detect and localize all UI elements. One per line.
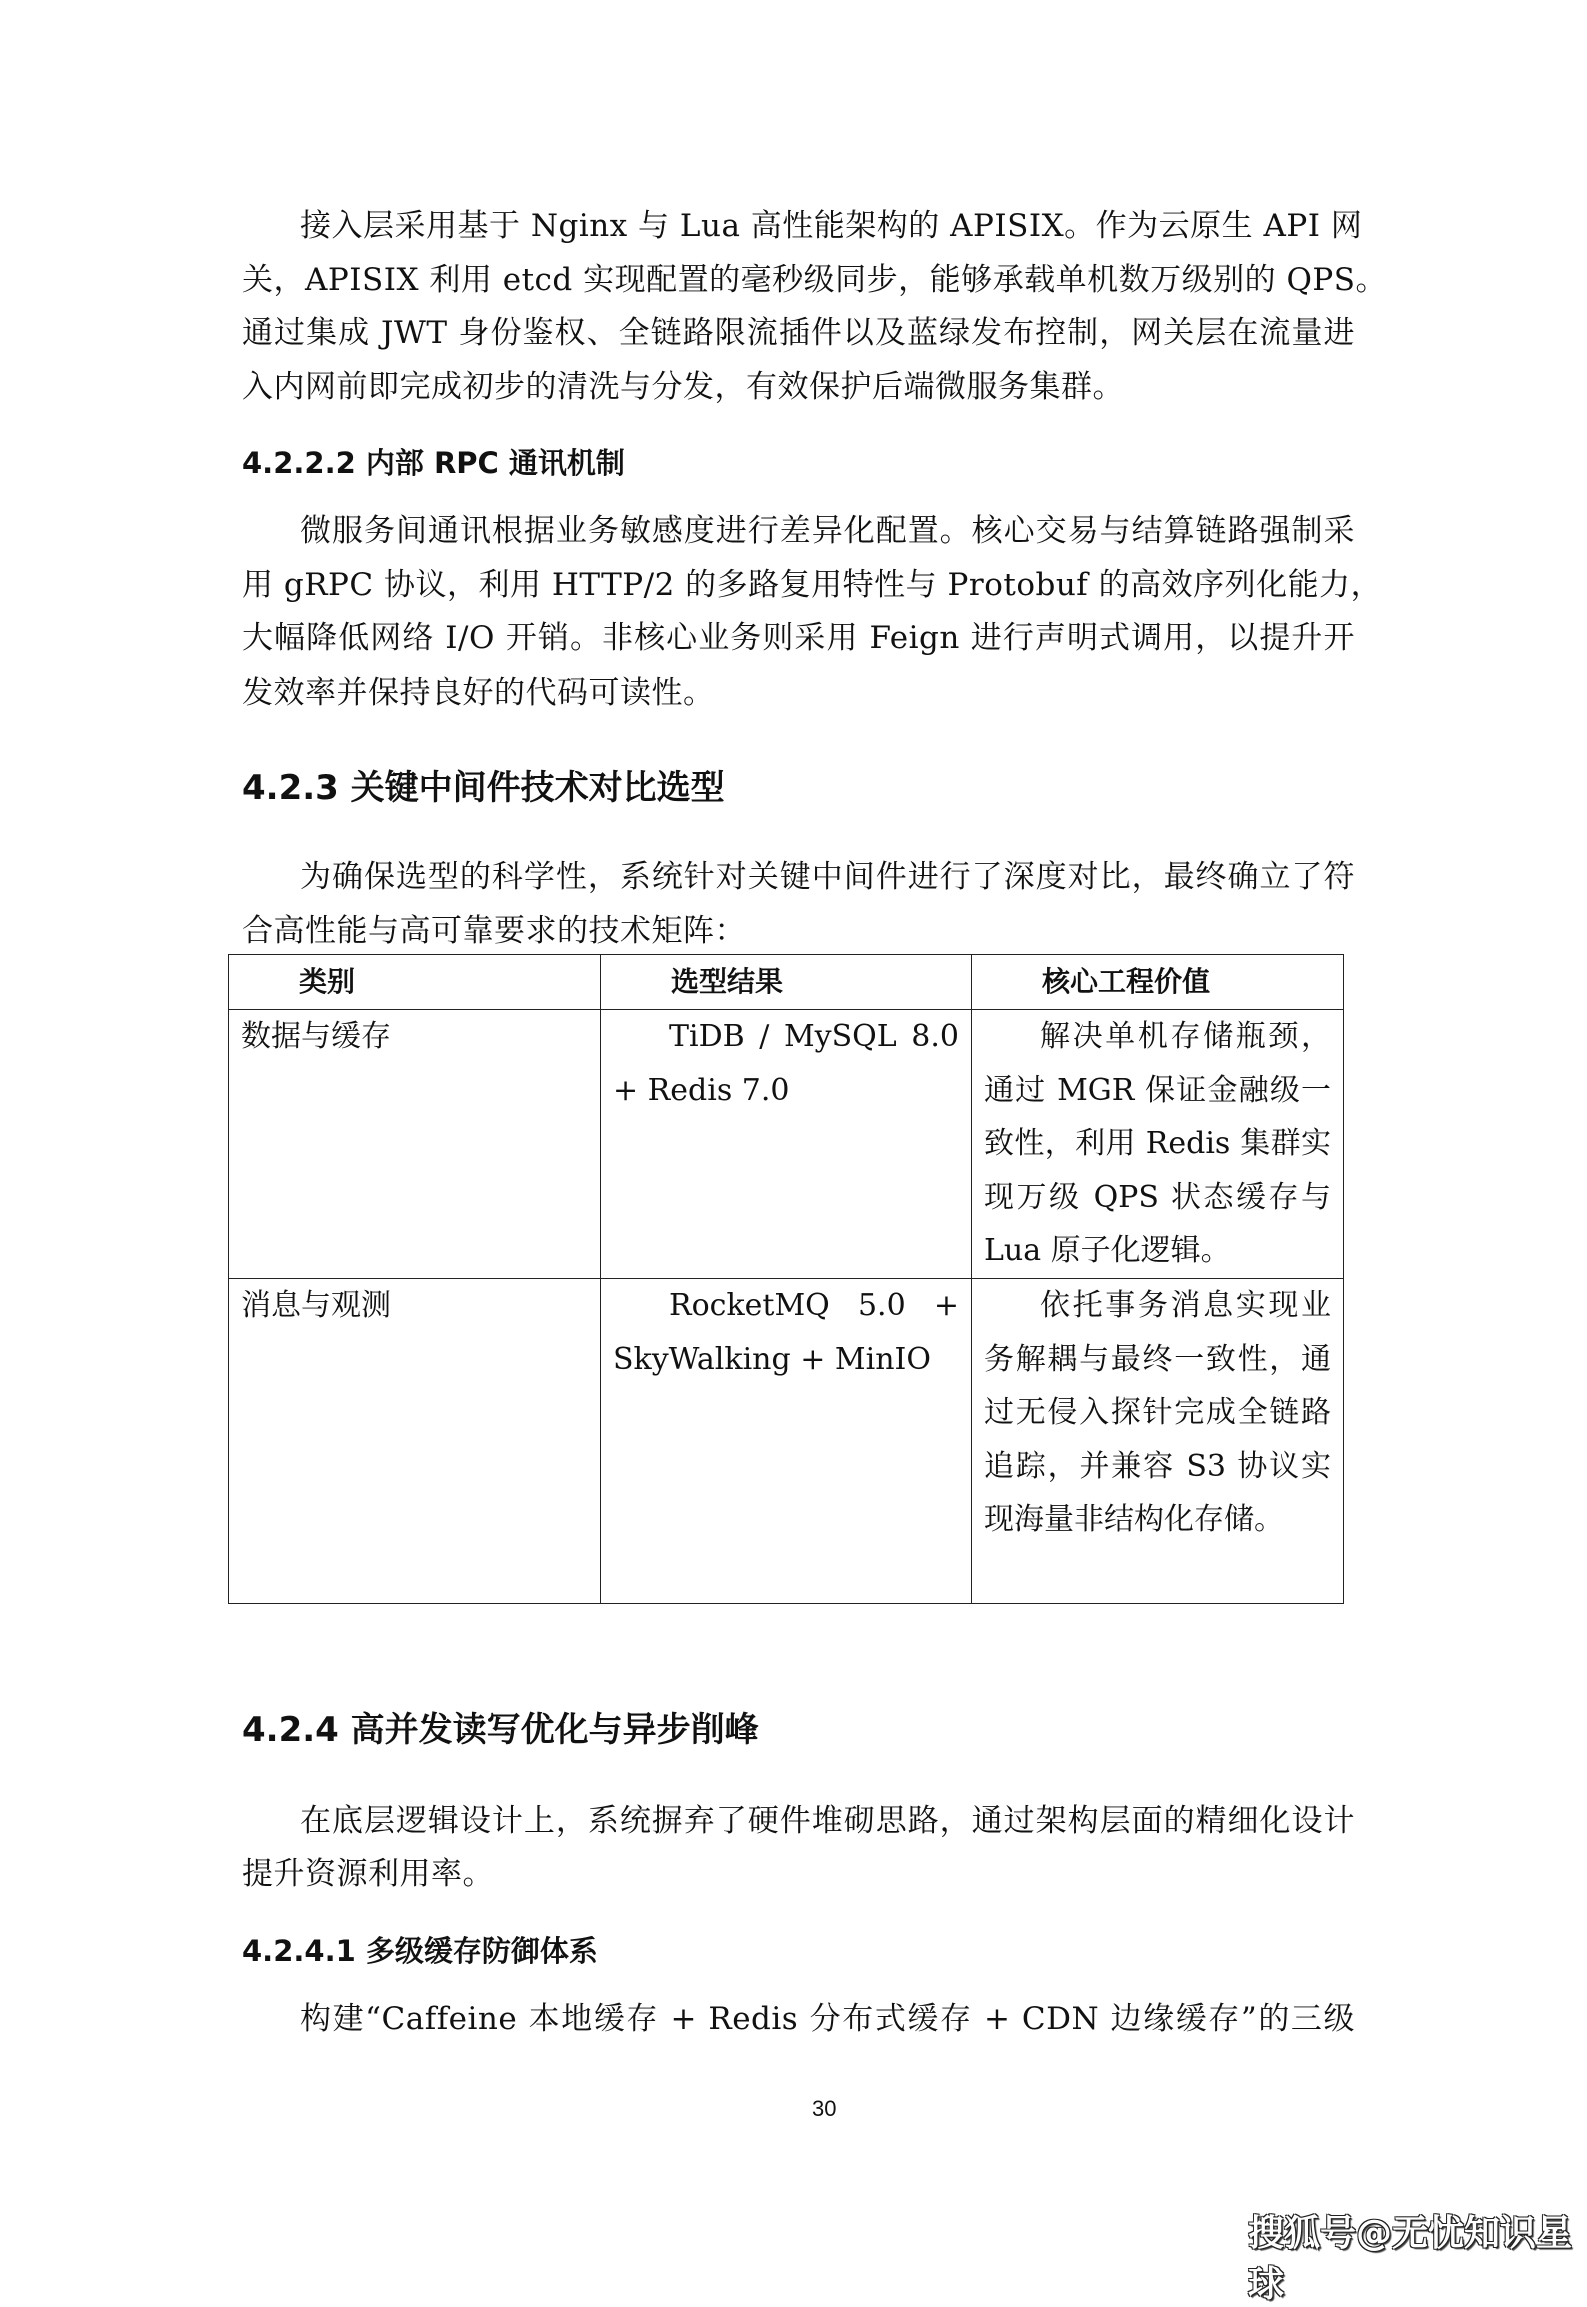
table-row	[229, 1010, 1344, 1279]
paragraph-line: 合高性能与高可靠要求的技术矩阵：	[242, 913, 746, 949]
paragraph-line: 入内网前即完成初步的清洗与分发，有效保护后端微服务集群。	[242, 369, 1124, 405]
paragraph-line: 微服务间通讯根据业务敏感度进行差异化配置。核心交易与结算链路强制采	[300, 513, 1355, 549]
paragraph-line: 接入层采用基于 Nginx 与 Lua 高性能架构的 APISIX。作为云原生 API 网	[300, 208, 1363, 244]
cell-value	[972, 1279, 1344, 1604]
paragraph-line: 发效率并保持良好的代码可读性。	[242, 675, 715, 711]
heading-4-2-4: 4.2.4 高并发读写优化与异步削峰	[242, 1710, 759, 1750]
table-header-row	[229, 955, 1344, 1010]
cell-category: 数据与缓存	[229, 1010, 601, 1279]
middleware-matrix-table	[228, 954, 1344, 1604]
paragraph-line: 大幅降低网络 I/O 开销。非核心业务则采用 Feign 进行声明式调用，以提升开	[242, 620, 1355, 656]
heading-4-2-3: 4.2.3 关键中间件技术对比选型	[242, 768, 725, 808]
heading-4-2-4-1: 4.2.4.1 多级缓存防御体系	[242, 1934, 598, 1968]
paragraph-line: 关，APISIX 利用 etcd 实现配置的毫秒级同步，能够承载单机数万级别的 QPS。	[242, 262, 1387, 298]
page-number: 30	[812, 2096, 837, 2121]
column-header-selection: 选型结果	[601, 955, 972, 1010]
paragraph-line: 构建“Caffeine 本地缓存 + Redis 分布式缓存 + CDN 边缘缓存”的三级	[300, 2001, 1355, 2037]
cell-value-text: 依托事务消息实现业务解耦与最终一致性，通过无侵入探针完成全链路追踪，并兼容 S3 协议实现海量非结构化存储。	[984, 1288, 1331, 1537]
cell-selection	[601, 1010, 972, 1279]
cell-selection	[601, 1279, 972, 1604]
cell-value-text: 解决单机存储瓶颈，通过 MGR 保证金融级一致性，利用 Redis 集群实现万级 QPS 状态缓存与 Lua 原子化逻辑。	[984, 1019, 1331, 1268]
watermark: 搜狐号@无忧知识星球	[1248, 2213, 1573, 2305]
paragraph-line: 提升资源利用率。	[242, 1856, 494, 1892]
column-header-value: 核心工程价值	[972, 955, 1344, 1010]
paragraph-line: 为确保选型的科学性，系统针对关键中间件进行了深度对比，最终确立了符	[300, 859, 1355, 895]
paragraph-line: 通过集成 JWT 身份鉴权、全链路限流插件以及蓝绿发布控制，网关层在流量进	[242, 315, 1355, 351]
paragraph-line: 在底层逻辑设计上，系统摒弃了硬件堆砌思路，通过架构层面的精细化设计	[300, 1803, 1355, 1839]
heading-4-2-2-2: 4.2.2.2 内部 RPC 通讯机制	[242, 446, 625, 480]
cell-selection-text: TiDB / MySQL 8.0 + Redis 7.0	[613, 1019, 959, 1108]
table-row	[229, 1279, 1344, 1604]
cell-value	[972, 1010, 1344, 1279]
paragraph-line: 用 gRPC 协议，利用 HTTP/2 的多路复用特性与 Protobuf 的高效序列化能力，	[242, 567, 1383, 603]
cell-selection-text: RocketMQ 5.0 + SkyWalking + MinIO	[613, 1288, 959, 1377]
column-header-category: 类别	[229, 955, 601, 1010]
cell-category: 消息与观测	[229, 1279, 601, 1604]
